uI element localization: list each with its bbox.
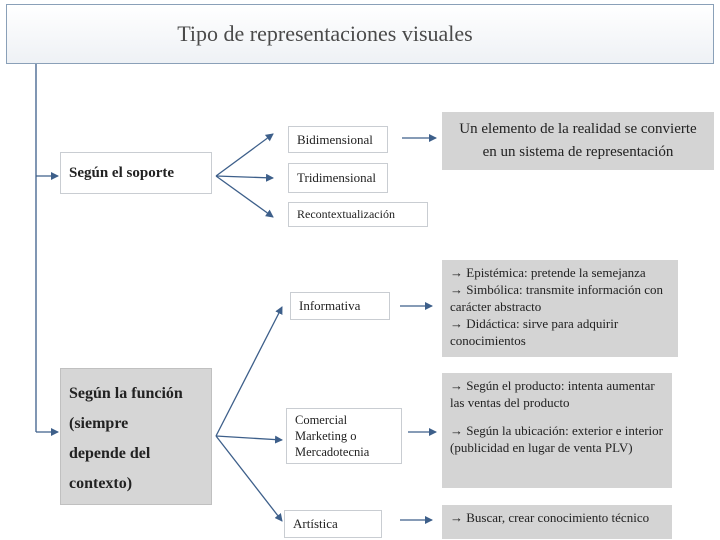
comercial-desc-item: → Según la ubicación: exterior e interior (publicidad en lugar de venta PLV) [450, 423, 663, 455]
type-artistica [284, 510, 382, 538]
type-recontextualizacion-label: Recontextualización [297, 207, 395, 221]
type-tridimensional-label: Tridimensional [297, 170, 376, 185]
informativa-description [442, 260, 678, 357]
type-informativa [290, 292, 390, 320]
artistica-desc-item: → Buscar, crear conocimiento técnico [450, 510, 650, 525]
category-funcion-label: depende del [69, 445, 151, 462]
category-soporte [60, 152, 212, 194]
soporte-description [442, 112, 714, 170]
soporte-description-line: Un elemento de la realidad se convierte [459, 121, 697, 137]
informativa-desc-item: → Simbólica: transmite información con carácter abstracto [450, 282, 664, 314]
category-funcion-label: Según la función [69, 385, 183, 402]
artistica-description [442, 505, 672, 539]
type-bidimensional-label: Bidimensional [297, 131, 373, 147]
arrow-to-artistica [216, 436, 282, 521]
soporte-description-line: en un sistema de representación [482, 144, 674, 160]
arrow-to-bidimensional [216, 134, 273, 176]
type-comercial-label: Mercadotecnia [295, 445, 370, 459]
diagram-title [6, 4, 714, 64]
type-comercial-label: Comercial [295, 413, 348, 427]
arrow-to-tridimensional [216, 176, 273, 178]
comercial-desc-item: → Según el producto: intenta aumentar las ventas del producto [450, 378, 655, 410]
arrow-to-recontextualizacion [216, 176, 273, 217]
category-funcion-label: contexto) [69, 475, 133, 492]
category-funcion [60, 368, 212, 505]
category-soporte-label: Según el soporte [69, 164, 174, 181]
category-funcion-label: (siempre [69, 415, 129, 432]
type-comercial-label: Marketing o [295, 429, 357, 443]
informativa-desc-item: → Epistémica: pretende la semejanza [450, 265, 646, 280]
informativa-desc-item: → Didáctica: sirve para adquirir conocimientos [450, 316, 619, 348]
title-text: Tipo de representaciones visuales [177, 21, 473, 46]
type-informativa-label: Informativa [299, 298, 361, 313]
arrow-to-informativa [216, 307, 282, 436]
comercial-description [442, 373, 672, 488]
type-bidimensional [288, 126, 388, 153]
arrow-to-comercial [216, 436, 282, 440]
type-tridimensional [288, 163, 388, 193]
type-artistica-label: Artística [293, 516, 338, 531]
type-comercial [286, 408, 402, 464]
type-recontextualizacion [288, 202, 428, 227]
